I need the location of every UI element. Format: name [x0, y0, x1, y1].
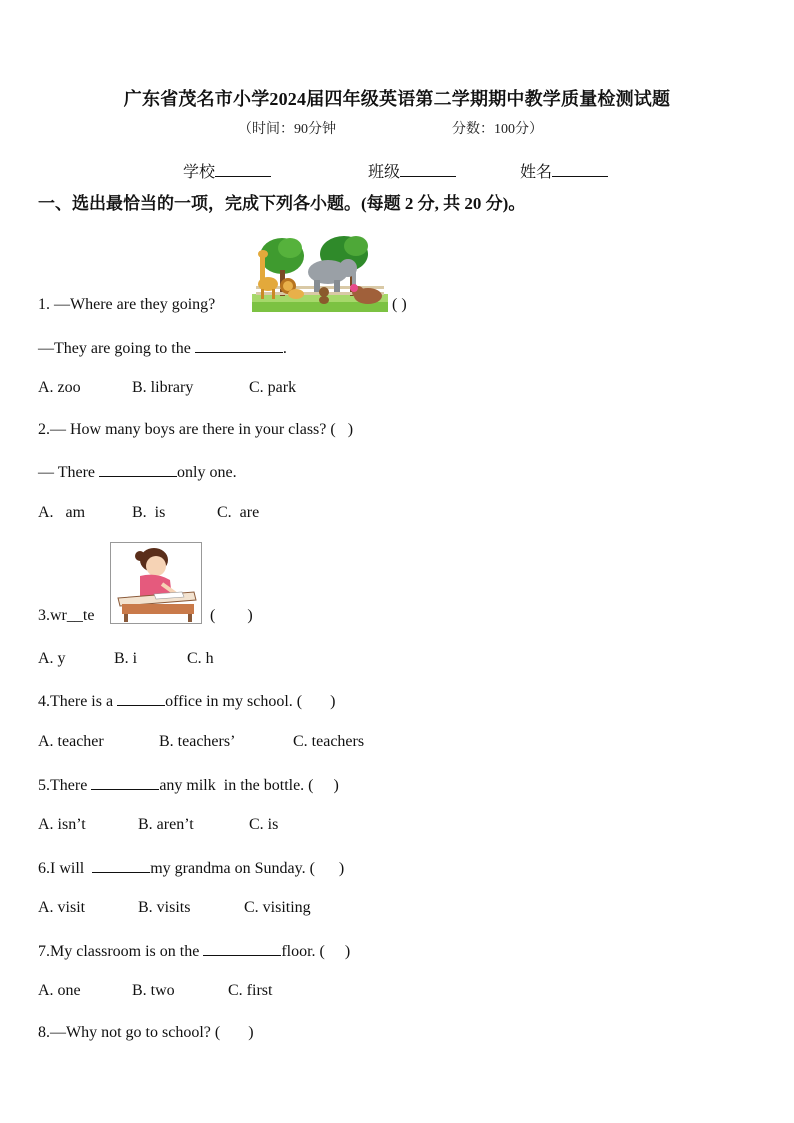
question-7: 7.My classroom is on the floor. ( )	[38, 943, 351, 960]
question-1	[38, 296, 215, 314]
question-2-blank[interactable]	[99, 462, 177, 477]
question-1-answer-box[interactable]: ( )	[392, 296, 407, 313]
question-5-blank[interactable]	[91, 775, 159, 790]
question-4-option-c[interactable]: C. teachers	[293, 733, 365, 750]
section-heading: 一、选出最恰当的一项，完成下列各小题。(每题 2 分, 共 20 分)。	[38, 194, 526, 213]
question-2-option-b[interactable]: B. is	[132, 504, 166, 521]
class-blank[interactable]	[400, 162, 456, 177]
question-2-option-c[interactable]: C. are	[217, 504, 260, 521]
question-6-blank[interactable]	[92, 858, 150, 873]
name-label: 姓名	[520, 164, 553, 181]
question-2-option-a[interactable]: A. am	[38, 504, 86, 521]
question-5-option-b[interactable]: B. aren’t	[138, 816, 194, 833]
question-4: 4.There is a office in my school. ( )	[38, 693, 336, 710]
question-6: 6.I will my grandma on Sunday. ( )	[38, 860, 345, 877]
question-2: 2.— How many boys are there in your class? ( )	[38, 421, 354, 438]
question-1-stem: 1. —Where are they going?	[38, 296, 216, 313]
zoo-picture	[252, 234, 388, 314]
school-field[interactable]	[183, 159, 271, 182]
girl-writing-picture	[110, 542, 202, 624]
question-4-option-a[interactable]: A. teacher	[38, 733, 104, 750]
question-1-blank[interactable]	[195, 338, 283, 353]
question-3-option-b[interactable]: B. i	[114, 650, 138, 667]
question-7-option-b[interactable]: B. two	[132, 982, 175, 999]
question-6-option-a[interactable]: A. visit	[38, 899, 86, 916]
question-7-option-a[interactable]: A. one	[38, 982, 81, 999]
question-3-option-a[interactable]: A. y	[38, 650, 66, 667]
question-5-option-c[interactable]: C. is	[249, 816, 279, 833]
question-4-blank[interactable]	[117, 691, 165, 706]
question-7-option-c[interactable]: C. first	[228, 982, 273, 999]
exam-score: 分数：100分）	[452, 122, 543, 137]
question-5: 5.There any milk in the bottle. ( )	[38, 777, 339, 794]
question-6-option-c[interactable]: C. visiting	[244, 899, 311, 916]
question-3-option-c[interactable]: C. h	[187, 650, 214, 667]
school-label: 学校	[183, 164, 216, 181]
page-title: 广东省茂名市小学2024届四年级英语第二学期期中教学质量检测试题	[123, 89, 671, 109]
school-blank[interactable]	[215, 162, 271, 177]
question-4-option-b[interactable]: B. teachers’	[159, 733, 236, 750]
question-2-reply: — There only one.	[38, 464, 237, 481]
question-3-stem: 3.wr__te	[38, 607, 95, 624]
question-8-stem: 8.—Why not go to school? ( )	[38, 1024, 254, 1041]
name-blank[interactable]	[552, 162, 608, 177]
question-7-blank[interactable]	[203, 941, 281, 956]
question-1-reply: —They are going to the .	[38, 340, 287, 357]
class-label: 班级	[368, 164, 401, 181]
question-5-option-a[interactable]: A. isn’t	[38, 816, 86, 833]
class-field[interactable]	[368, 159, 456, 182]
question-6-option-b[interactable]: B. visits	[138, 899, 191, 916]
question-3-answer-box[interactable]: ( )	[210, 607, 253, 624]
question-1-option-b[interactable]: B. library	[132, 379, 194, 396]
name-field[interactable]	[520, 159, 608, 182]
question-1-option-a[interactable]: A. zoo	[38, 379, 81, 396]
question-1-option-c[interactable]: C. park	[249, 379, 297, 396]
exam-time: （时间：90分钟	[238, 122, 336, 137]
